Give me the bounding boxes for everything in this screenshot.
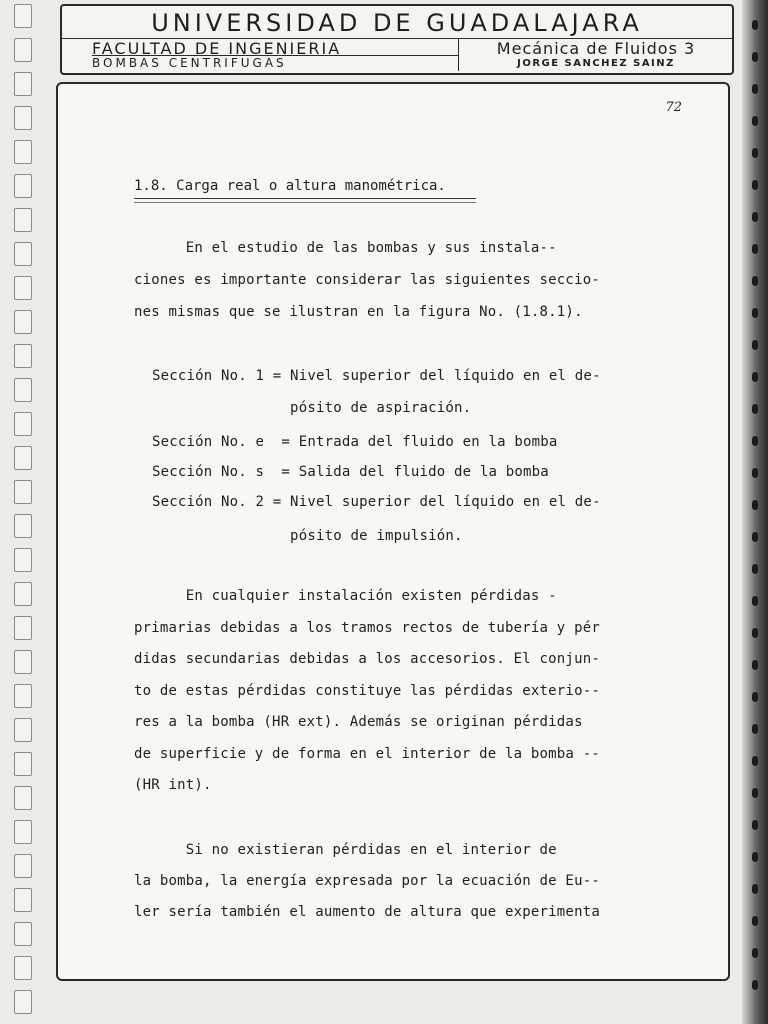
binder-ring [14, 242, 32, 266]
binder-ring [14, 820, 32, 844]
spiral-hole [752, 372, 758, 382]
spiral-hole [752, 564, 758, 574]
spiral-hole [752, 948, 758, 958]
spiral-hole [752, 692, 758, 702]
p1-line: En el estudio de las bombas y sus instala-- [134, 240, 557, 256]
author-label: JORGE SANCHEZ SAINZ [517, 58, 675, 69]
spiral-hole [752, 724, 758, 734]
binder-ring [14, 310, 32, 334]
spiral-hole [752, 660, 758, 670]
binder-ring [14, 208, 32, 232]
slist-line: Sección No. 2 = Nivel superior del líquido en el de- [152, 494, 601, 510]
course-label: Mecánica de Fluidos 3 [496, 39, 696, 58]
spiral-hole [752, 852, 758, 862]
p3-line: la bomba, la energía expresada por la ecuación de Eu-- [134, 873, 600, 889]
topic-label: BOMBAS CENTRIFUGAS [92, 56, 287, 70]
binder-ring [14, 752, 32, 776]
spiral-hole [752, 596, 758, 606]
faculty-label: FACULTAD DE INGENIERIA [92, 39, 342, 58]
spiral-hole [752, 180, 758, 190]
binder-ring [14, 616, 32, 640]
slist-line: pósito de impulsión. [152, 528, 463, 544]
binder-ring [14, 684, 32, 708]
binder-ring [14, 412, 32, 436]
spiral-hole [752, 468, 758, 478]
binder-ring [14, 956, 32, 980]
p2-line: primarias debidas a los tramos rectos de tubería y pér [134, 619, 600, 636]
binder-ring [14, 922, 32, 946]
page-header [60, 4, 734, 75]
binder-ring [14, 38, 32, 62]
binder-ring [14, 718, 32, 742]
spiral-hole [752, 308, 758, 318]
binder-ring [14, 72, 32, 96]
spiral-hole [752, 820, 758, 830]
spiral-hole [752, 212, 758, 222]
heading-underline-2 [134, 202, 476, 203]
slist-line: Sección No. s = Salida del fluido de la bomba [152, 464, 549, 480]
spiral-hole [752, 980, 758, 990]
p3-line: ler sería también el aumento de altura que experimenta [134, 904, 600, 920]
p2-line: didas secundarias debidas a los accesorios. El conjun- [134, 651, 600, 667]
binder-ring [14, 514, 32, 538]
spiral-hole [752, 116, 758, 126]
spiral-hole [752, 340, 758, 350]
spiral-hole [752, 52, 758, 62]
binder-ring [14, 174, 32, 198]
section-heading: 1.8. Carga real o altura manométrica. [134, 178, 446, 194]
binder-ring [14, 888, 32, 912]
binder-ring [14, 378, 32, 402]
spiral-hole [752, 916, 758, 926]
binder-ring [14, 446, 32, 470]
binder-ring [14, 344, 32, 368]
spiral-hole [752, 788, 758, 798]
binder-rings [0, 0, 40, 1024]
spiral-hole [752, 244, 758, 254]
university-title: UNIVERSIDAD DE GUADALAJARA [62, 8, 732, 39]
binder-ring [14, 786, 32, 810]
p1-line: nes mismas que se ilustran en la figura No. (1.8.1). [134, 304, 583, 320]
slist-line: Sección No. 1 = Nivel superior del líquido en el de- [152, 368, 601, 384]
binder-ring [14, 854, 32, 878]
spiral-hole [752, 436, 758, 446]
spiral-hole [752, 20, 758, 30]
binder-ring [14, 4, 32, 28]
p2-line: res a la bomba (HR ext). Además se originan pérdidas [134, 714, 583, 730]
binder-ring [14, 480, 32, 504]
slist-line: pósito de aspiración. [152, 400, 472, 416]
binder-ring [14, 106, 32, 130]
heading-underline [134, 198, 476, 199]
p2-line: to de estas pérdidas constituye las pérdidas exterio-- [134, 682, 600, 699]
slist-line: Sección No. e = Entrada del fluido en la bomba [152, 434, 558, 450]
spiral-hole [752, 148, 758, 158]
spiral-hole [752, 884, 758, 894]
p1-line: ciones es importante considerar las siguientes seccio- [134, 272, 600, 288]
p2-line: En cualquier instalación existen pérdidas - [134, 588, 557, 604]
p2-line: (HR int). [134, 777, 212, 793]
binder-ring [14, 582, 32, 606]
spiral-hole [752, 84, 758, 94]
page-number: 72 [665, 100, 682, 115]
binder-ring [14, 650, 32, 674]
page-edge-shadow [742, 0, 768, 1024]
binder-ring [14, 548, 32, 572]
p2-line: de superficie y de forma en el interior de la bomba -- [134, 745, 600, 762]
page-frame [56, 82, 730, 981]
spiral-hole [752, 276, 758, 286]
spiral-hole [752, 756, 758, 766]
spiral-hole [752, 532, 758, 542]
binder-ring [14, 276, 32, 300]
spiral-hole [752, 404, 758, 414]
binder-ring [14, 140, 32, 164]
spiral-hole [752, 500, 758, 510]
spiral-hole [752, 628, 758, 638]
p3-line: Si no existieran pérdidas en el interior de [134, 842, 557, 858]
binder-ring [14, 990, 32, 1014]
